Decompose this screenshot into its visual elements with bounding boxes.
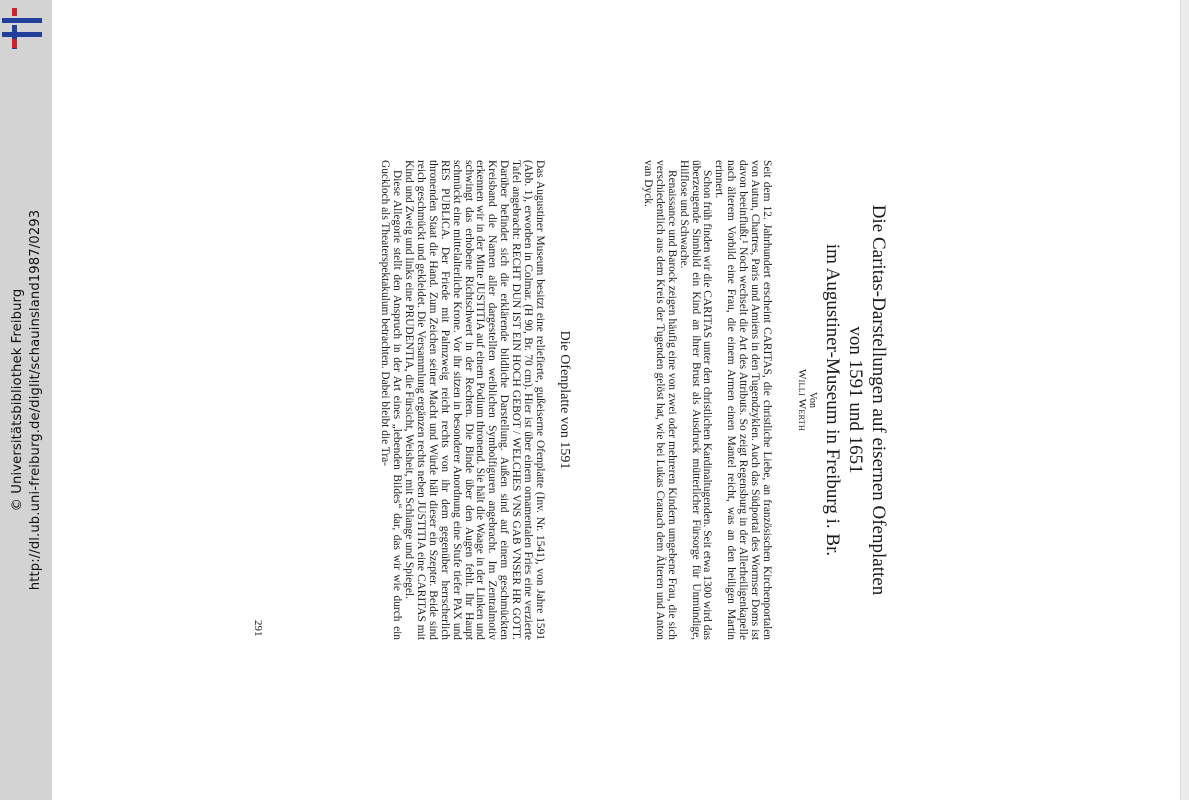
section-heading: Die Ofenplatte von 1591 <box>557 330 572 470</box>
main-paragraph-2: Diese Allegorie stellt den Anspruch in der Art eines „lebenden Bildes“ dar, das wir wie durch ein Guckloch als Theaterspektakulum betrachten. Dabei bleibt die Tra- <box>379 160 404 640</box>
article-title <box>821 0 890 800</box>
viewer-sidebar <box>0 0 52 800</box>
page-number: 291 <box>252 620 264 637</box>
intro-paragraph-3: Renaissance und Barock zeigen häufig eine von zwei oder mehreren Kindern umgebene Frau, die sich verschiedentlich aus dem Kreis der Tugenden gelöst hat, wie bei Lukas Cranach dem Älteren und Anton van Dyck. <box>641 160 678 640</box>
intro-text <box>641 160 772 640</box>
intro-paragraph-2: Schon früh finden wir die CARITAS unter den christlichen Kardinaltugenden. Seit etwa 1300 wird das überzeugende Sinnbild ein Kind an ihrer Brust als Ausdruck mütterlicher Fürsorge für Unmündige, Hilflose und Schwache. <box>677 160 714 640</box>
copyright-notice: © Universitätsbibliothek Freiburg <box>10 288 25 512</box>
sidebar-rotated-text <box>2 0 50 800</box>
author-name: Willi Werth <box>796 368 808 432</box>
document-page <box>248 0 1008 800</box>
title-line-2: von 1591 und 1651 <box>845 326 866 474</box>
intro-paragraph-1: Seit dem 12. Jahrhundert erscheint CARITAS, die christliche Liebe, an französischen Kirchenportalen von Autun, Chartres, Paris und Amiens in den Tugendzyklen. Auch das Südportal des Wormser Doms ist davon beeinflußt.¹ Noch wechselt die Art des Attributs. So zeigt Regensburg in der Allerheiligenkapelle nach älterem Vorbild eine Frau, die einem Armen einen Mantel reicht, was an den heiligen Martin erinnert. <box>713 160 773 640</box>
page-edge <box>1180 0 1189 800</box>
title-line-1: Die Caritas-Darstellungen auf eisernen Ofenplatten <box>868 204 889 596</box>
main-text <box>378 160 545 640</box>
title-line-3: im Augustiner-Museum in Freiburg i. Br. <box>822 243 843 557</box>
byline-von: Von <box>807 392 818 408</box>
main-paragraph-1: Das Augustiner Museum besitzt eine reliefierte, gußeiserne Ofenplatte (Inv. Nr. 1541), von Jahre 1591 (Abb. 1), erworben in Colmar. (H 90, Br. 70 cm). Hier ist über einem ornamentalen Fries eine verzierte Tafel angebracht: RECHT DUN IST EIN HOCH GEBOT / WELCHES VNS GAB VNSER HR GOTT. Darüber befindet sich die erklärende bildliche Darstellung. Außen sind auf einem geschmückten Kreisband die Namen aller dargestellten weiblichen Symbolfiguren angebracht. Im Zentralmotiv erkennen wir in der Mitte JUSTITIA auf einem Podium thronend. Sie hält die Waage in der Linken und schwingt das erhobene Richtschwert in der Rechten. Die Binde über den Augen fehlt. Ihr Haupt schmückt eine mittelalterliche Krone. Vor ihr sitzen in besonderer Anordnung eine Stufe tiefer PAX und RES PUBLICA. Der Friede mit Palmzweig reicht rechts von ihr dem gegenüber herrscherlich thronenden Staat die Hand. Zum Zeichen seiner Macht und Würde hält dieser ein Szepter. Beide sind reich geschmückt und gekleidet. Die Versammlung ergänzen rechts neben JUSTITIA eine CARITAS mit Kind und Zweig und links eine PRUDENTIA, die Fürsicht, Weisheit, mit Schlange und Spiegel. <box>403 160 546 640</box>
source-url-link[interactable]: http://dl.ub.uni-freiburg.de/diglit/schauinsland1987/0293 <box>28 209 43 591</box>
